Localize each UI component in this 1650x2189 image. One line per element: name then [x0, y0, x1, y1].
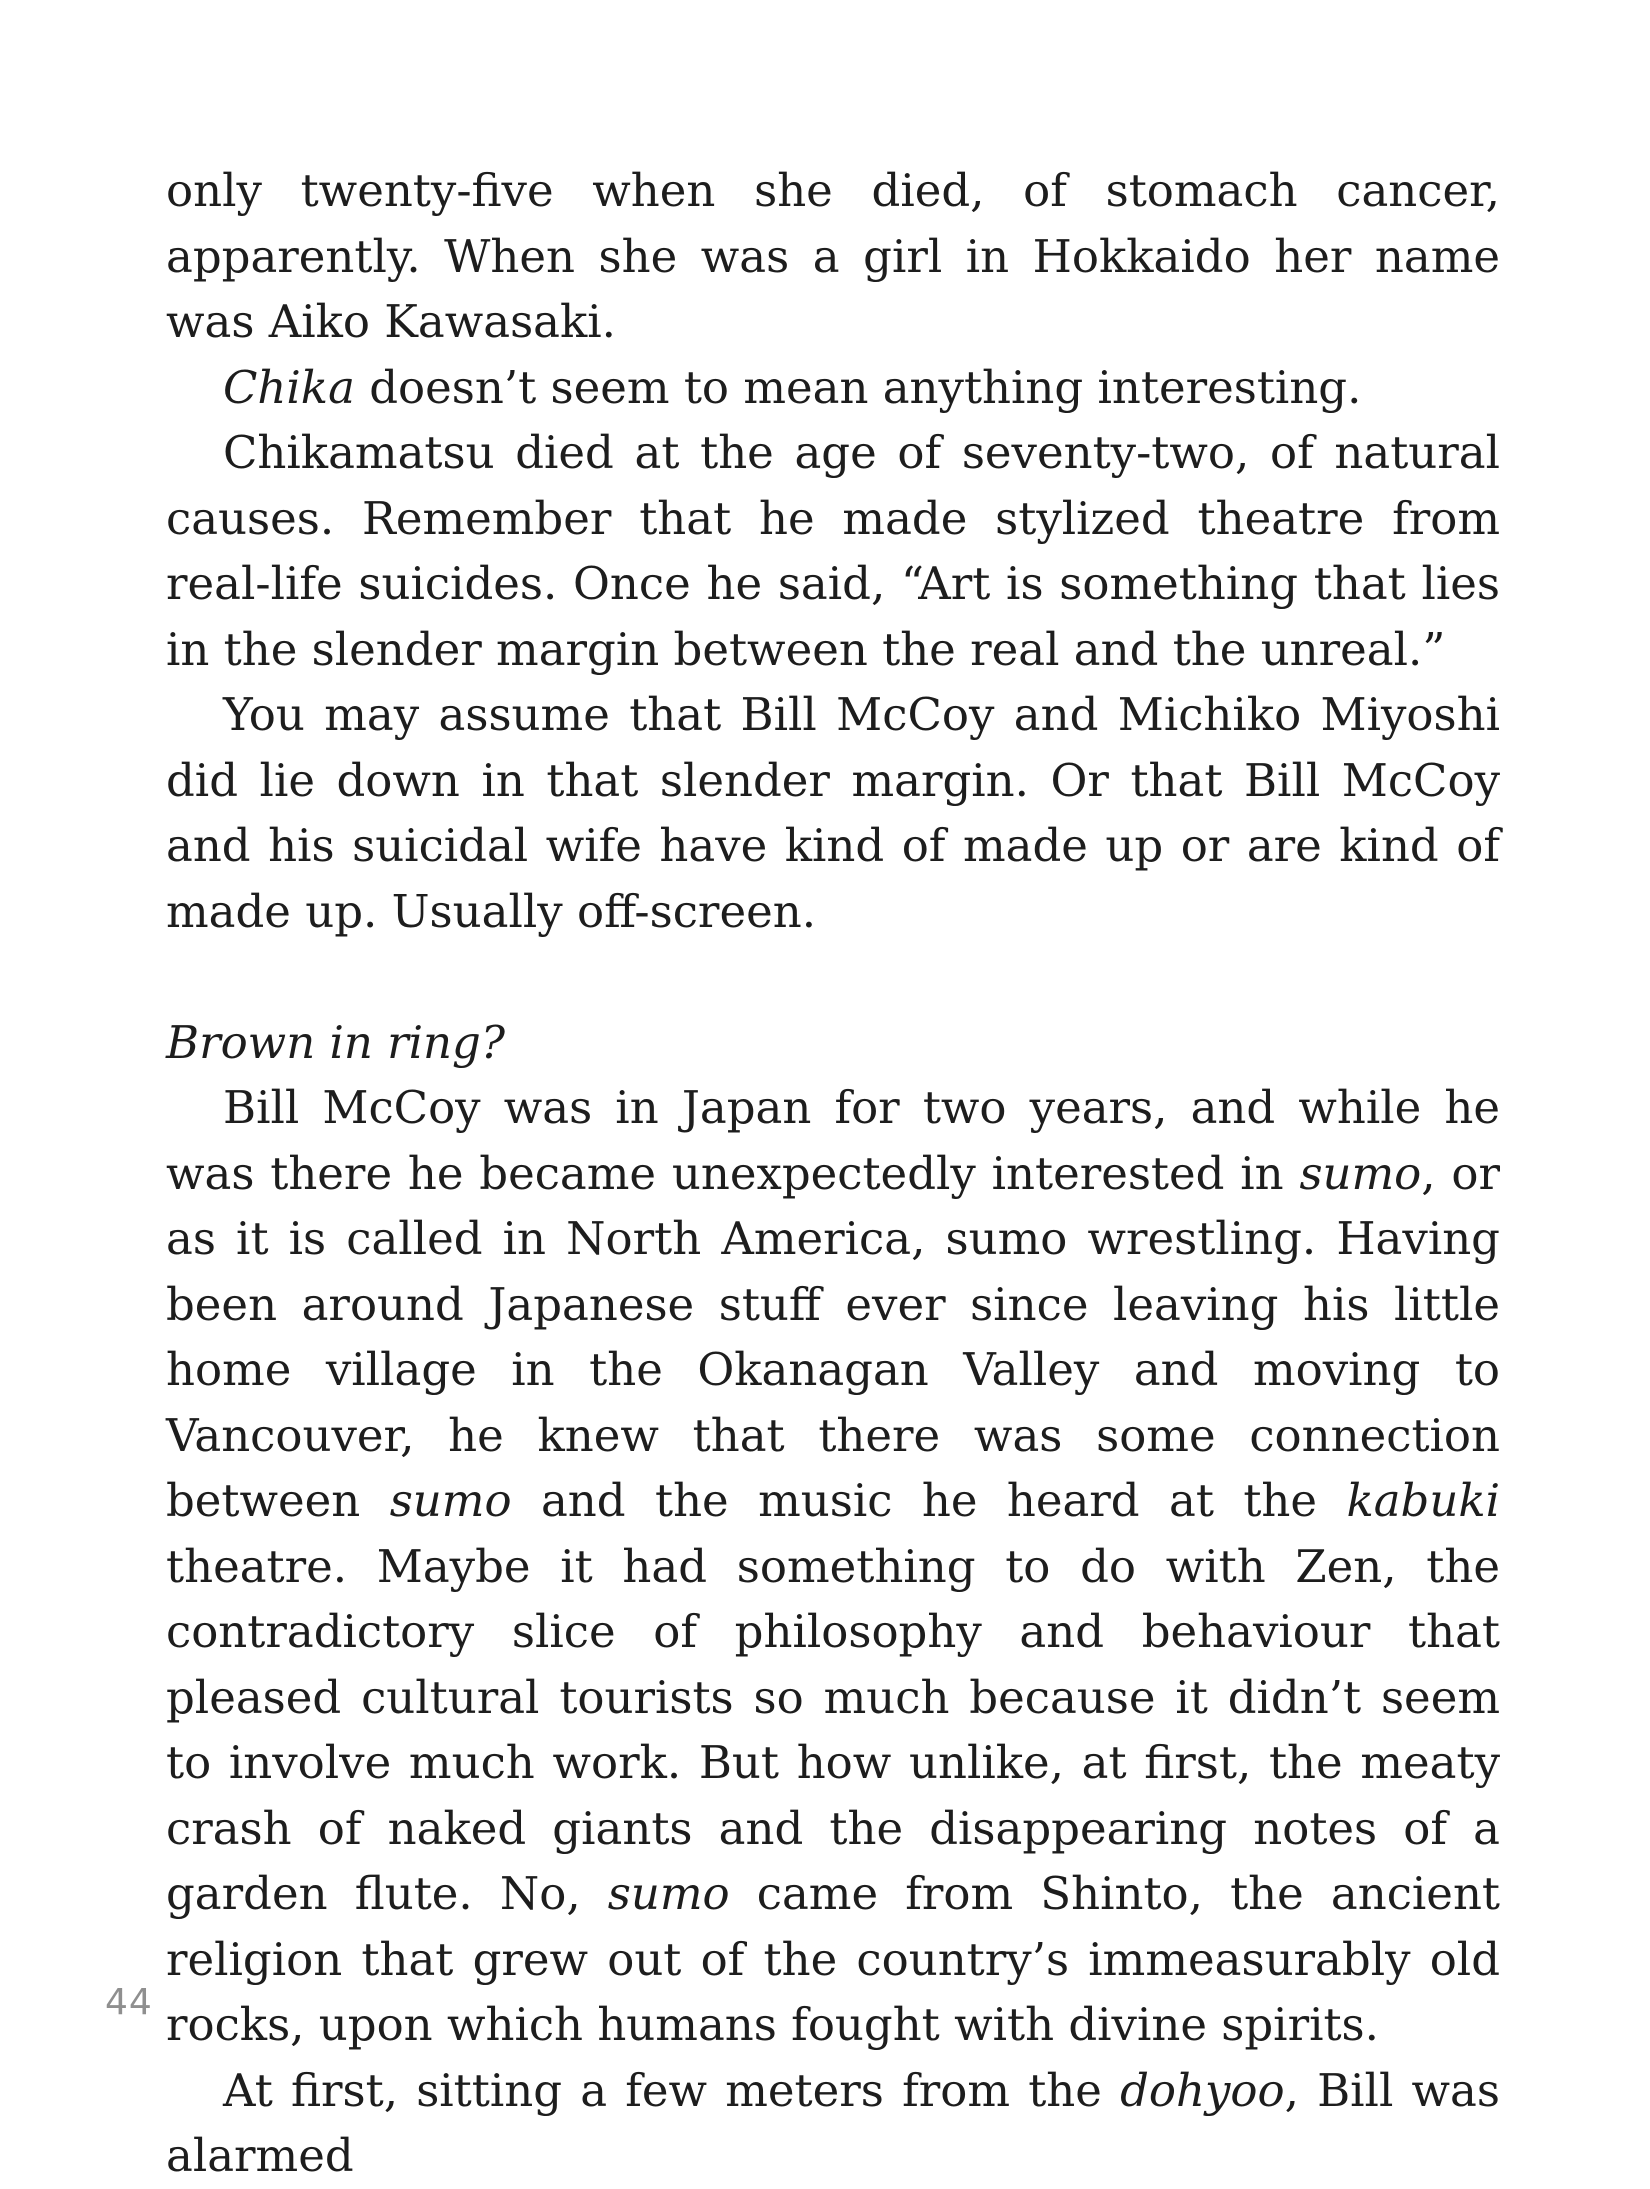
italic-word: sumo	[607, 1867, 730, 1920]
paragraph-6-text-2: , Bill was alarmed	[166, 2063, 1500, 2182]
paragraph-5-text-3: and the music he heard at the	[511, 1474, 1347, 1527]
italic-word: sumo	[1299, 1146, 1422, 1200]
paragraph-5-text-5: came from Shinto, the ancient religion that grew out of the country’s immeasurably old rocks, upon which humans fought with divine spirits.	[166, 1867, 1501, 2051]
paragraph-5-text-4: theatre. Maybe it had something to do with Zen, the contradictory slice of philosophy and behaviour that pleased cultural tourists so much because it didn’t seem to involve much work. But how unlike, at first, the meaty crash of naked giants and the disappearing notes of a garden flute. No,	[166, 1539, 1500, 1920]
page-body	[166, 158, 1500, 2189]
paragraph-5	[166, 1075, 1500, 2058]
paragraph-3: Chikamatsu died at the age of seventy-two, of natural causes. Remember that he made stylized theatre from real-life suicides. Once he said, “Art is something that lies in the slender margin between the real and the unreal.”	[166, 426, 1500, 676]
paragraph-6	[166, 2058, 1500, 2189]
paragraph-4: You may assume that Bill McCoy and Michiko Miyoshi did lie down in that slender margin. Or that Bill McCoy and his suicidal wife have kind of made up or are kind of made up. Usually off-screen.	[166, 688, 1500, 938]
section-break	[166, 944, 1500, 1010]
italic-word: kabuki	[1346, 1474, 1500, 1527]
paragraph-2	[166, 355, 1500, 421]
paragraph-5-text-2: , or as it is called in North America, sumo wrestling. Having been around Japanese stuff ever since leaving his little home village in the Okanagan Valley and moving to Vancouver, he knew that there was some connection between	[166, 1146, 1500, 1527]
paragraph-6-text-1: At first, sitting a few meters from the	[223, 2063, 1121, 2117]
paragraph-2-text: doesn’t seem to mean anything interesting.	[354, 360, 1362, 414]
italic-word: sumo	[389, 1474, 512, 1527]
italic-word: Chika	[223, 360, 355, 414]
page-number: 44	[105, 1982, 153, 2023]
italic-word: dohyoo	[1120, 2063, 1285, 2117]
paragraph-5-text-1: Bill McCoy was in Japan for two years, and while he was there he became unexpectedly interested in	[166, 1081, 1500, 1200]
section-subhead: Brown in ring?	[166, 1015, 505, 1069]
paragraph-1: only twenty-five when she died, of stomach cancer, apparently. When she was a girl in Hokkaido her name was Aiko Kawasaki.	[166, 164, 1500, 348]
